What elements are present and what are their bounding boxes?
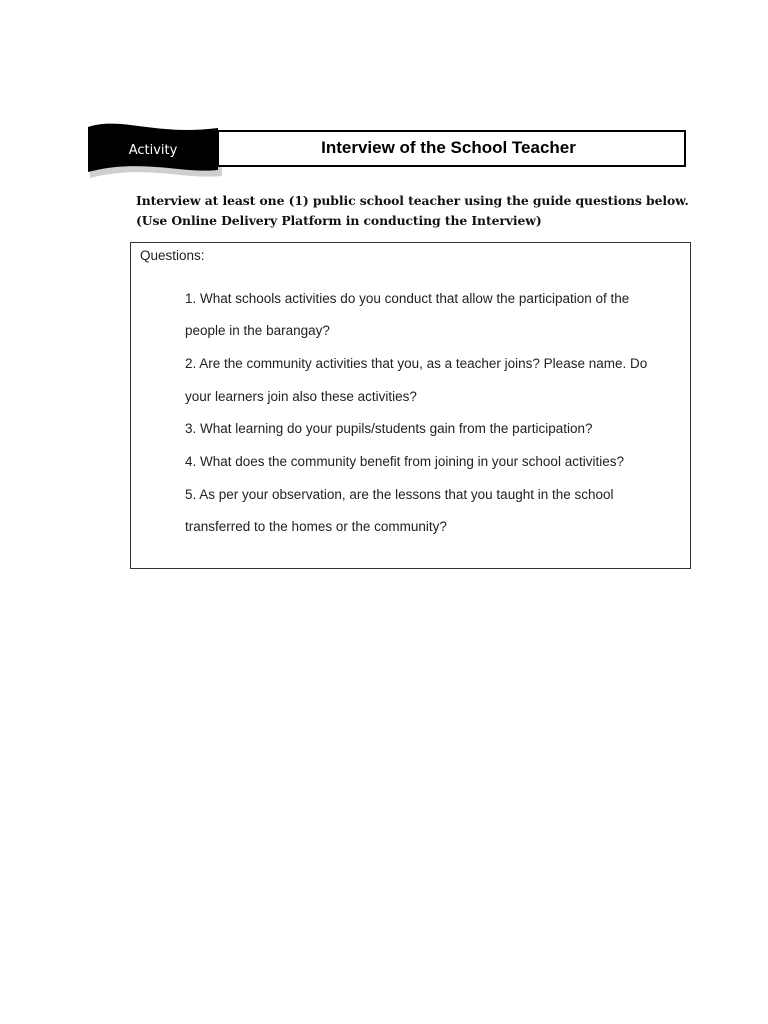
question-2-line-1: 2. Are the community activities that you, as a teacher joins? Please name. Do [185,356,648,371]
question-1-line-2: people in the barangay? [185,323,330,338]
questions-box [130,242,691,569]
question-5-line-1: 5. As per your observation, are the lessons that you taught in the school [185,487,614,502]
question-4: 4. What does the community benefit from joining in your school activities? [185,454,624,469]
instructions-line-1: Interview at least one (1) public school teacher using the guide questions below. [136,193,689,208]
question-3: 3. What learning do your pupils/students gain from the participation? [185,421,593,436]
instructions [136,191,696,231]
instructions-line-2: (Use Online Delivery Platform in conducting the Interview) [136,213,542,228]
question-5-line-2: transferred to the homes or the community? [185,519,447,534]
activity-label: Activity [128,143,178,158]
questions-heading: Questions: [140,248,205,263]
question-2-line-2: your learners join also these activities? [185,389,417,404]
question-1-line-1: 1. What schools activities do you conduct that allow the participation of the [185,291,630,306]
title-box [217,130,686,167]
page-title: Interview of the School Teacher [321,138,576,157]
